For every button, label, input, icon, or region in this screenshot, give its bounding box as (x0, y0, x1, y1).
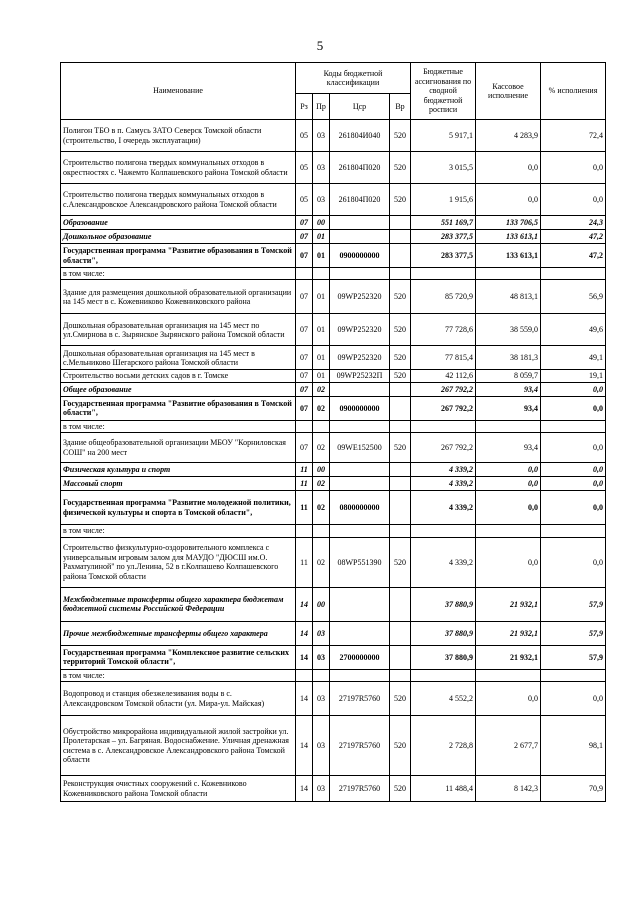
cell-vr (390, 463, 411, 477)
cell-csr (330, 669, 390, 681)
cell-pr: 03 (313, 716, 330, 776)
cell-pct: 49,6 (541, 314, 606, 346)
cell-plan: 42 112,6 (411, 370, 476, 382)
cell-name: в том числе: (61, 420, 296, 432)
cell-cash: 8 142,3 (476, 776, 541, 802)
cell-rz: 07 (296, 216, 313, 230)
cell-pct: 70,9 (541, 776, 606, 802)
cell-rz: 07 (296, 382, 313, 396)
cell-csr (330, 463, 390, 477)
cell-csr: 261804И040 (330, 120, 390, 152)
cell-pct: 56,9 (541, 280, 606, 314)
table-row (61, 370, 606, 382)
cell-csr: 261804П020 (330, 152, 390, 184)
cell-rz: 07 (296, 244, 313, 268)
cell-pr: 03 (313, 120, 330, 152)
cell-vr: 520 (390, 370, 411, 382)
cell-pct: 0,0 (541, 382, 606, 396)
cell-csr: 0800000000 (330, 491, 390, 525)
cell-vr: 520 (390, 433, 411, 463)
cell-plan: 267 792,2 (411, 396, 476, 420)
cell-vr (390, 491, 411, 525)
cell-pct: 47,2 (541, 244, 606, 268)
cell-csr (330, 525, 390, 537)
cell-plan: 77 815,4 (411, 346, 476, 370)
cell-plan: 267 792,2 (411, 382, 476, 396)
cell-cash (476, 525, 541, 537)
cell-cash: 0,0 (476, 537, 541, 587)
cell-pr: 01 (313, 370, 330, 382)
cell-vr: 520 (390, 346, 411, 370)
cell-rz: 05 (296, 184, 313, 216)
table-row (61, 314, 606, 346)
cell-name: Здание для размещения дошкольной образовательной организации на 145 мест в с. Кожевниково Кожевниковского района (61, 280, 296, 314)
cell-rz: 07 (296, 370, 313, 382)
cell-name: Физическая культура и спорт (61, 463, 296, 477)
cell-csr: 09WE152500 (330, 433, 390, 463)
cell-cash: 133 706,5 (476, 216, 541, 230)
cell-pct: 0,0 (541, 537, 606, 587)
cell-cash: 21 932,1 (476, 587, 541, 621)
table-row (61, 621, 606, 645)
cell-pr: 00 (313, 216, 330, 230)
cell-plan: 283 377,5 (411, 230, 476, 244)
cell-name: Реконструкция очистных сооружений с. Кожевниково Кожевниковского района Томской области (61, 776, 296, 802)
cell-vr: 520 (390, 280, 411, 314)
cell-pr: 01 (313, 280, 330, 314)
table-row (61, 244, 606, 268)
cell-plan: 4 339,2 (411, 537, 476, 587)
cell-rz: 14 (296, 776, 313, 802)
cell-csr: 0900000000 (330, 396, 390, 420)
cell-vr: 520 (390, 776, 411, 802)
cell-cash: 0,0 (476, 477, 541, 491)
cell-vr (390, 268, 411, 280)
cell-name: в том числе: (61, 525, 296, 537)
cell-pr: 03 (313, 682, 330, 716)
cell-plan (411, 525, 476, 537)
cell-plan: 1 915,6 (411, 184, 476, 216)
cell-csr (330, 268, 390, 280)
table-row (61, 716, 606, 776)
table-row (61, 280, 606, 314)
cell-pr (313, 420, 330, 432)
cell-csr (330, 382, 390, 396)
cell-csr (330, 216, 390, 230)
table-row (61, 433, 606, 463)
table-row (61, 230, 606, 244)
cell-plan: 283 377,5 (411, 244, 476, 268)
cell-plan (411, 268, 476, 280)
cell-rz (296, 669, 313, 681)
cell-rz: 14 (296, 716, 313, 776)
table-row (61, 477, 606, 491)
table-row (61, 396, 606, 420)
cell-pr: 02 (313, 433, 330, 463)
cell-rz (296, 268, 313, 280)
cell-pct: 0,0 (541, 682, 606, 716)
cell-cash: 2 677,7 (476, 716, 541, 776)
cell-cash: 0,0 (476, 152, 541, 184)
cell-name: Дошкольная образовательная организация на 145 мест в с.Мельниково Шегарского района Томской области (61, 346, 296, 370)
cell-vr (390, 621, 411, 645)
header-csr: Цср (330, 94, 390, 120)
cell-csr: 27197R5760 (330, 682, 390, 716)
header-percent: % исполнения (541, 63, 606, 120)
cell-rz (296, 420, 313, 432)
cell-plan: 267 792,2 (411, 433, 476, 463)
page-number: 5 (316, 38, 324, 53)
cell-pct: 0,0 (541, 184, 606, 216)
cell-csr: 09WP252320 (330, 346, 390, 370)
cell-rz: 11 (296, 463, 313, 477)
cell-csr (330, 587, 390, 621)
cell-name: Водопровод и станция обезжелезивания воды в с. Александровском Томской области (ул. Мира-ул. Майская) (61, 682, 296, 716)
cell-cash: 38 181,3 (476, 346, 541, 370)
table-row (61, 537, 606, 587)
cell-cash: 93,4 (476, 382, 541, 396)
cell-cash: 93,4 (476, 433, 541, 463)
table-row (61, 382, 606, 396)
cell-pct: 57,9 (541, 587, 606, 621)
header-pr: Пр (313, 94, 330, 120)
cell-pr: 02 (313, 537, 330, 587)
cell-cash: 0,0 (476, 682, 541, 716)
cell-rz: 14 (296, 682, 313, 716)
cell-name: Строительство полигона твердых коммунальных отходов в окрестностях с. Чажемто Колпашевского района Томской области (61, 152, 296, 184)
cell-rz: 07 (296, 230, 313, 244)
table-row (61, 491, 606, 525)
cell-plan: 11 488,4 (411, 776, 476, 802)
table-row (61, 346, 606, 370)
cell-name: Прочие межбюджетные трансферты общего характера (61, 621, 296, 645)
cell-cash: 133 613,1 (476, 230, 541, 244)
cell-vr (390, 396, 411, 420)
cell-pct: 72,4 (541, 120, 606, 152)
cell-plan: 4 339,2 (411, 477, 476, 491)
cell-csr: 261804П020 (330, 184, 390, 216)
cell-name: Здание общеобразовательной организации МБОУ "Корниловская СОШ" на 200 мест (61, 433, 296, 463)
cell-cash (476, 268, 541, 280)
table-row (61, 525, 606, 537)
cell-vr: 520 (390, 184, 411, 216)
cell-pct (541, 525, 606, 537)
cell-plan: 4 339,2 (411, 491, 476, 525)
cell-pct (541, 669, 606, 681)
cell-cash: 4 283,9 (476, 120, 541, 152)
cell-cash: 38 559,0 (476, 314, 541, 346)
cell-name: Общее образование (61, 382, 296, 396)
cell-plan (411, 669, 476, 681)
cell-pr: 03 (313, 184, 330, 216)
table-row (61, 268, 606, 280)
cell-rz: 07 (296, 433, 313, 463)
cell-cash: 93,4 (476, 396, 541, 420)
cell-rz (296, 525, 313, 537)
cell-plan: 5 917,1 (411, 120, 476, 152)
cell-pr: 02 (313, 396, 330, 420)
cell-pct: 19,1 (541, 370, 606, 382)
cell-csr: 09WP252320 (330, 314, 390, 346)
cell-pr: 03 (313, 645, 330, 669)
cell-vr: 520 (390, 716, 411, 776)
cell-vr: 520 (390, 120, 411, 152)
header-rz: Рз (296, 94, 313, 120)
cell-plan: 77 728,6 (411, 314, 476, 346)
table-row (61, 420, 606, 432)
cell-pr: 01 (313, 230, 330, 244)
cell-vr (390, 230, 411, 244)
cell-name: в том числе: (61, 669, 296, 681)
cell-vr (390, 587, 411, 621)
cell-pct: 0,0 (541, 463, 606, 477)
budget-table (60, 62, 606, 802)
cell-rz: 11 (296, 537, 313, 587)
cell-csr (330, 621, 390, 645)
cell-vr: 520 (390, 537, 411, 587)
cell-pr: 03 (313, 152, 330, 184)
cell-pr: 02 (313, 491, 330, 525)
table-row (61, 184, 606, 216)
cell-vr: 520 (390, 314, 411, 346)
cell-pct: 57,9 (541, 645, 606, 669)
cell-rz: 11 (296, 477, 313, 491)
cell-rz: 14 (296, 587, 313, 621)
cell-vr (390, 525, 411, 537)
cell-pct: 57,9 (541, 621, 606, 645)
cell-cash: 0,0 (476, 463, 541, 477)
table-row (61, 587, 606, 621)
cell-vr (390, 669, 411, 681)
cell-cash: 0,0 (476, 491, 541, 525)
cell-csr: 27197R5760 (330, 716, 390, 776)
table-row (61, 776, 606, 802)
cell-plan (411, 420, 476, 432)
cell-pct (541, 420, 606, 432)
cell-pr: 01 (313, 346, 330, 370)
header-vr: Вр (390, 94, 411, 120)
cell-pct: 98,1 (541, 716, 606, 776)
cell-csr (330, 477, 390, 491)
cell-plan: 37 880,9 (411, 645, 476, 669)
cell-name: Обустройство микрорайона индивидуальной жилой застройки ул. Пролетарская – ул. Багряная. Водоснабжение. Уличная дренажная система в с. Александровское Александровского района Томской области (61, 716, 296, 776)
cell-pct (541, 268, 606, 280)
table-row (61, 682, 606, 716)
header-cash: Кассовое исполнение (476, 63, 541, 120)
cell-plan: 2 728,8 (411, 716, 476, 776)
cell-name: Массовый спорт (61, 477, 296, 491)
cell-rz: 07 (296, 280, 313, 314)
cell-cash: 8 059,7 (476, 370, 541, 382)
cell-vr (390, 216, 411, 230)
cell-cash: 21 932,1 (476, 621, 541, 645)
cell-vr (390, 382, 411, 396)
cell-vr: 520 (390, 682, 411, 716)
cell-pr (313, 268, 330, 280)
cell-pr: 02 (313, 477, 330, 491)
cell-plan: 551 169,7 (411, 216, 476, 230)
cell-name: Межбюджетные трансферты общего характера бюджетам бюджетной системы Российской Федерации (61, 587, 296, 621)
cell-vr (390, 645, 411, 669)
cell-pr (313, 525, 330, 537)
cell-csr: 2700000000 (330, 645, 390, 669)
cell-rz: 05 (296, 152, 313, 184)
cell-name: Государственная программа "Развитие образования в Томской области", (61, 244, 296, 268)
cell-pct: 49,1 (541, 346, 606, 370)
cell-pr: 01 (313, 314, 330, 346)
cell-cash (476, 420, 541, 432)
cell-pct: 47,2 (541, 230, 606, 244)
cell-name: Образование (61, 216, 296, 230)
cell-csr: 09WP25232П (330, 370, 390, 382)
cell-plan: 4 552,2 (411, 682, 476, 716)
cell-pr: 00 (313, 587, 330, 621)
cell-pct: 0,0 (541, 491, 606, 525)
cell-name: Дошкольное образование (61, 230, 296, 244)
cell-csr (330, 230, 390, 244)
table-row (61, 120, 606, 152)
header-codes: Коды бюджетной классификации (296, 63, 411, 94)
cell-cash: 0,0 (476, 184, 541, 216)
cell-name: Строительство восьми детских садов в г. Томске (61, 370, 296, 382)
cell-name: Государственная программа "Развитие молодежной политики, физической культуры и спорта в Томской области", (61, 491, 296, 525)
cell-name: Строительство физкультурно-оздоровительного комплекса с универсальным игровым залом для МАУДО "ДЮСШ им.О. Рахматулиной" по ул.Ленина, 52 в г.Колпашево Колпашевского района Томской области (61, 537, 296, 587)
cell-plan: 37 880,9 (411, 621, 476, 645)
cell-pct: 0,0 (541, 152, 606, 184)
cell-rz: 05 (296, 120, 313, 152)
cell-rz: 14 (296, 645, 313, 669)
cell-name: Дошкольная образовательная организация на 145 мест по ул.Смирнова в с. Зырянское Зырянского района Томской области (61, 314, 296, 346)
table-row (61, 216, 606, 230)
table-row (61, 669, 606, 681)
cell-rz: 07 (296, 314, 313, 346)
cell-pct: 24,3 (541, 216, 606, 230)
cell-vr (390, 477, 411, 491)
cell-csr (330, 420, 390, 432)
cell-name: Строительство полигона твердых коммунальных отходов в с.Александровское Александровского района Томской области (61, 184, 296, 216)
cell-plan: 37 880,9 (411, 587, 476, 621)
cell-cash: 133 613,1 (476, 244, 541, 268)
cell-csr: 27197R5760 (330, 776, 390, 802)
cell-pr: 02 (313, 382, 330, 396)
table-row (61, 645, 606, 669)
table-row (61, 152, 606, 184)
cell-plan: 4 339,2 (411, 463, 476, 477)
cell-csr: 09WP252320 (330, 280, 390, 314)
header-allocations: Бюджетные ассигнования по сводной бюджетной росписи (411, 63, 476, 120)
cell-rz: 07 (296, 396, 313, 420)
cell-vr (390, 420, 411, 432)
cell-name: Полигон ТБО в п. Самусь ЗАТО Северск Томской области (строительство, I очередь эксплуатации) (61, 120, 296, 152)
header-name: Наименование (61, 63, 296, 120)
table-row (61, 463, 606, 477)
cell-pr: 01 (313, 244, 330, 268)
cell-vr (390, 244, 411, 268)
cell-rz: 14 (296, 621, 313, 645)
cell-cash: 48 813,1 (476, 280, 541, 314)
cell-rz: 11 (296, 491, 313, 525)
cell-pr: 03 (313, 621, 330, 645)
cell-plan: 85 720,9 (411, 280, 476, 314)
cell-pct: 0,0 (541, 477, 606, 491)
cell-vr: 520 (390, 152, 411, 184)
cell-csr: 08WP551390 (330, 537, 390, 587)
table-body (61, 120, 606, 802)
cell-pr: 03 (313, 776, 330, 802)
cell-name: Государственная программа "Развитие образования в Томской области", (61, 396, 296, 420)
cell-name: в том числе: (61, 268, 296, 280)
cell-csr: 0900000000 (330, 244, 390, 268)
cell-cash: 21 932,1 (476, 645, 541, 669)
cell-pr (313, 669, 330, 681)
cell-cash (476, 669, 541, 681)
cell-name: Государственная программа "Комплексное развитие сельских территорий Томской области", (61, 645, 296, 669)
cell-pr: 00 (313, 463, 330, 477)
cell-pct: 0,0 (541, 396, 606, 420)
cell-plan: 3 015,5 (411, 152, 476, 184)
cell-rz: 07 (296, 346, 313, 370)
cell-pct: 0,0 (541, 433, 606, 463)
